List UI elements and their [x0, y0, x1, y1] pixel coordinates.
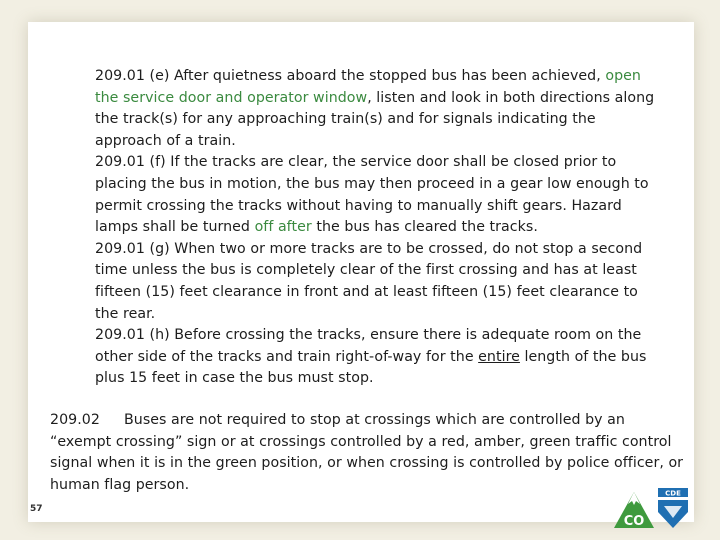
- text-run: 209.01 (g) When two or more tracks are to be crossed, do not stop a second time unless the bus is completely clear of the first crossing and has at least fifteen (15) feet clearance in front and at least fifteen (15) feet clearance to the rear.: [95, 240, 643, 322]
- page-number: 57: [30, 504, 43, 514]
- text-run: the bus has cleared the tracks.: [311, 219, 538, 236]
- text-run: 209.01 (h) Before crossing the tracks, ensure there is adequate room on the other side of the tracks and train right-of-way for the: [95, 327, 642, 365]
- logo-co-text: CO: [623, 514, 645, 529]
- text-run: 209.01 (e) After quietness aboard the stopped bus has been achieved,: [95, 68, 606, 84]
- highlighted-text: open the service door and operator window: [95, 68, 641, 106]
- paragraph-209-01-e: [95, 66, 655, 152]
- text-run: 209.01 (f) If the tracks are clear, the service door shall be closed prior to placing the bus in motion, the bus may then proceed in a gear low enough to permit crossing the tracks without having to manually shift gears. Hazard lamps shall be turned: [95, 154, 649, 236]
- paragraph-209-01-g: [95, 239, 655, 325]
- text-run: , listen and look in both directions along the track(s) for any approaching train(s) and for signals indicating the approach of a train.: [95, 89, 655, 149]
- highlighted-text: off after: [254, 219, 312, 236]
- underlined-text: entire: [478, 348, 520, 365]
- text-run: length of the bus plus 15 feet in case the bus must stop.: [95, 348, 647, 387]
- section-209-02: [50, 410, 690, 496]
- paragraph-209-01-f: [95, 152, 655, 238]
- section-text: Buses are not required to stop at crossings which are controlled by an “exempt crossing” sign or at crossings controlled by a red, amber, green traffic control signal when it is in the green position, or when crossing is controlled by police officer, or human flag person.: [50, 412, 684, 493]
- section-number: 209.02: [50, 412, 100, 428]
- sub-sections: [95, 66, 655, 390]
- paragraph-209-01-h: [95, 325, 655, 390]
- colorado-cde-logo-icon: [612, 484, 692, 530]
- logo-cde-text: CDE: [665, 489, 681, 498]
